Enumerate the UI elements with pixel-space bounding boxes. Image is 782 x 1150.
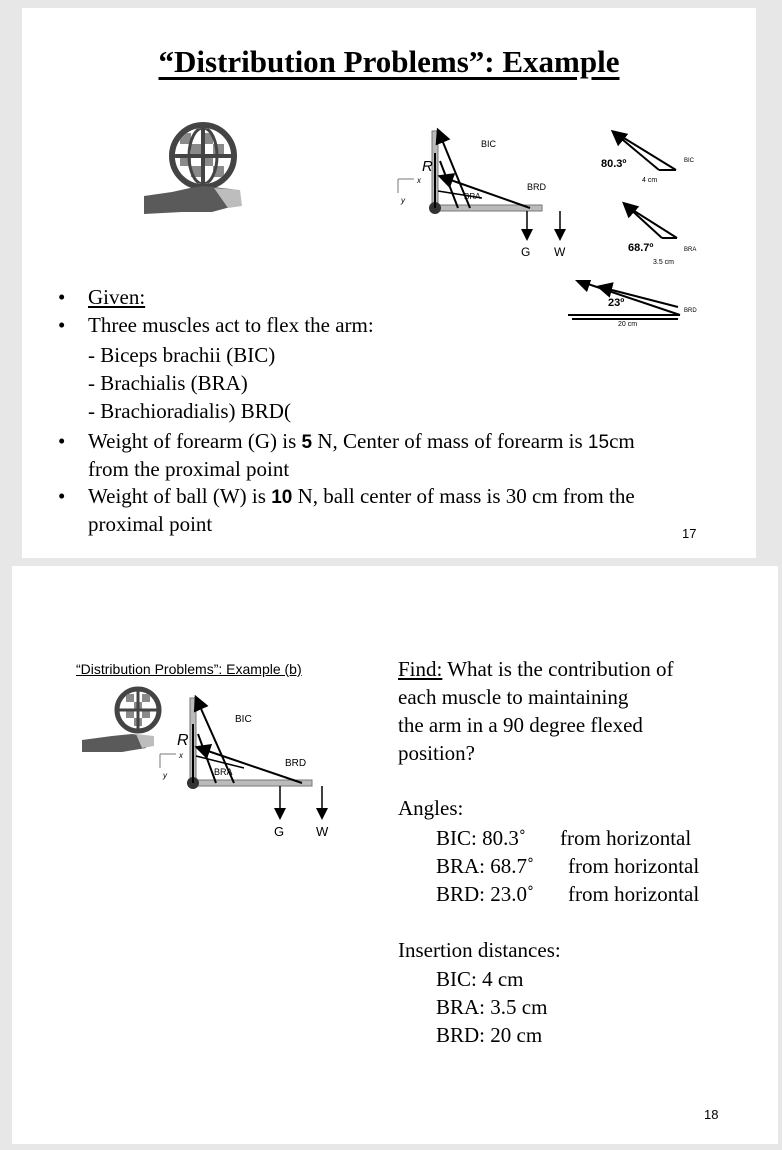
- brd-label: BRD: [527, 182, 547, 192]
- angle-ref: from horizontal: [560, 826, 692, 850]
- angle-row: BRD: 23.0˚: [436, 882, 535, 906]
- muscle-list-item: - Brachialis (BRA): [88, 371, 248, 395]
- bullet-weight-g: • Weight of forearm (G) is 5 N, Center of mass of forearm is 15cm from the proximal point: [58, 429, 635, 481]
- angle-row: BIC: 80.3˚: [436, 826, 526, 850]
- axis-y-label: y: [163, 771, 167, 780]
- svg-text:68.7º: 68.7º: [628, 242, 654, 254]
- insertion-row: BRA: 3.5 cm: [436, 995, 548, 1019]
- find-text: Find: What is the contribution of each muscle to maintaining the arm in a 90 degree flexed position?: [398, 657, 674, 765]
- slide-18: [12, 566, 778, 1144]
- svg-text:BRA: BRA: [684, 247, 697, 253]
- svg-text:4 cm: 4 cm: [642, 177, 658, 184]
- reaction-label: R: [422, 158, 433, 175]
- svg-text:BIC: BIC: [684, 158, 695, 164]
- triangle-brd-2: [564, 280, 714, 340]
- bic-label: BIC: [235, 714, 252, 725]
- insertion-heading: Insertion distances:: [398, 938, 561, 962]
- bra-label: BRA: [464, 192, 481, 201]
- muscle-lever-diagram: [390, 123, 570, 263]
- w-label: W: [316, 824, 329, 839]
- slide-17: [22, 8, 756, 558]
- bullet-muscles: • Three muscles act to flex the arm:: [58, 313, 374, 337]
- angle-ref: from horizontal: [568, 854, 700, 878]
- svg-text:3.5 cm: 3.5 cm: [653, 259, 675, 266]
- slide-title: “Distribution Problems”: Example: [158, 44, 620, 79]
- w-label: W: [554, 245, 566, 259]
- muscle-list-item: - Brachioradialis) BRD(: [88, 399, 291, 423]
- bullet-given: • Given:: [58, 285, 146, 309]
- axis-x-label: x: [417, 176, 421, 185]
- forearm-hand-shape: [82, 734, 154, 752]
- triangle-bic: [601, 135, 695, 184]
- muscle-list-item: - Biceps brachii (BIC): [88, 343, 276, 367]
- insertion-row: BIC: 4 cm: [436, 967, 524, 991]
- axis-icon: [398, 179, 414, 193]
- g-label: G: [274, 824, 285, 839]
- forearm-hand-shape: [144, 186, 242, 214]
- axis-y-label: y: [401, 196, 405, 205]
- axis-icon: [160, 754, 176, 768]
- page-number: 17: [682, 526, 697, 541]
- brd-line: [445, 178, 530, 208]
- svg-text:20 cm: 20 cm: [618, 321, 638, 328]
- angle-ref: from horizontal: [568, 882, 700, 906]
- bic-label: BIC: [481, 139, 497, 149]
- svg-text:BRD: BRD: [684, 308, 697, 314]
- svg-text:80.3º: 80.3º: [601, 158, 627, 170]
- bra-label: BRA: [214, 767, 233, 777]
- bra-line: [440, 161, 458, 208]
- brd-label: BRD: [285, 758, 307, 769]
- bullet-weight-w: • Weight of ball (W) is 10 N, ball center of mass is 30 cm from the proximal point: [58, 484, 635, 536]
- angles-heading: Angles:: [398, 796, 464, 820]
- arm-with-ball-illustration: [142, 116, 262, 216]
- page-number: 18: [704, 1107, 719, 1122]
- slide-title: “Distribution Problems”: Example (b): [76, 661, 302, 677]
- triangle-bra: [628, 207, 696, 266]
- insertion-row: BRD: 20 cm: [436, 1023, 543, 1047]
- axis-x-label: x: [179, 751, 183, 760]
- reaction-label: R: [177, 732, 189, 749]
- g-label: G: [521, 245, 531, 259]
- ball-icon: [172, 125, 234, 187]
- svg-text:23º: 23º: [608, 297, 625, 309]
- angle-row: BRA: 68.7˚: [436, 854, 535, 878]
- muscle-lever-diagram: [150, 694, 340, 844]
